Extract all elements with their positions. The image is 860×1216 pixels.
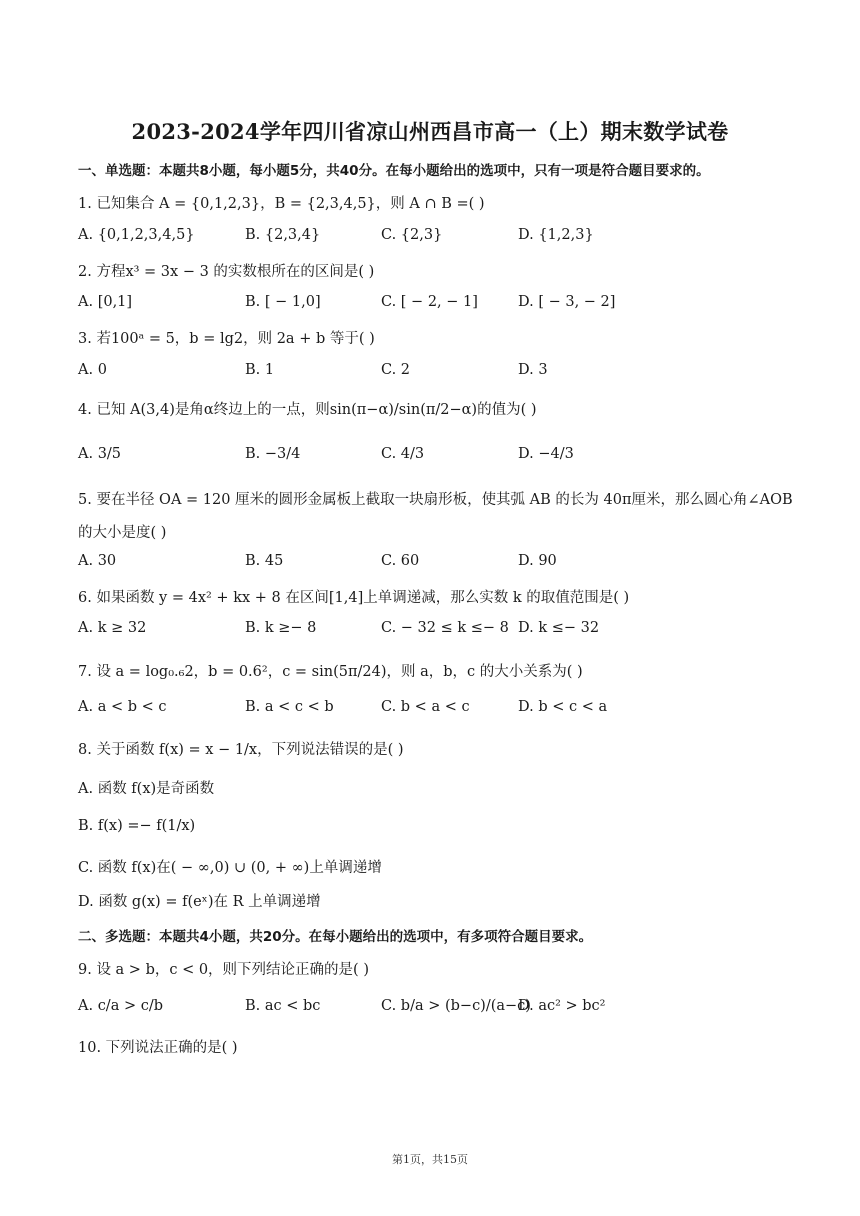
- option-b: B. −3/4: [245, 446, 301, 462]
- option-d: D. [ − 3, − 2]: [518, 294, 616, 310]
- section-multi-choice-header: 二、多选题：本题共4小题，共20分。在每小题给出的选项中，有多项符合题目要求。: [78, 929, 593, 945]
- option-a: A. c/a > c/b: [78, 998, 163, 1014]
- option-d: D. 3: [518, 362, 548, 378]
- option-c: C. [ − 2, − 1]: [381, 294, 478, 310]
- question-6-options: [78, 620, 798, 644]
- option-a: A. 30: [78, 553, 117, 569]
- question-7-options: [78, 699, 798, 723]
- option-a: A. 3/5: [78, 446, 122, 462]
- question-6-stem: 6. 如果函数 y = 4x² + kx + 8 在区间[1,4]上单调递减，那么实数 k 的取值范围是( ): [78, 590, 630, 606]
- option-a: A. {0,1,2,3,4,5}: [78, 227, 195, 243]
- option-c: C. 2: [381, 362, 411, 378]
- option-c: C. − 32 ≤ k ≤− 8: [381, 620, 509, 636]
- question-9-stem: 9. 设 a > b，c < 0，则下列结论正确的是( ): [78, 962, 369, 978]
- page-footer: 第1页，共15页: [392, 1153, 468, 1166]
- question-5-options: [78, 553, 798, 577]
- question-3-stem: 3. 若100ᵃ = 5，b = lg2，则 2a + b 等于( ): [78, 331, 375, 347]
- option-c: C. b/a > (b−c)/(a−c): [381, 998, 531, 1014]
- question-8-option-d: D. 函数 g(x) = f(eˣ)在 R 上单调递增: [78, 894, 321, 910]
- option-a: A. k ≥ 32: [78, 620, 147, 636]
- question-8-option-a: A. 函数 f(x)是奇函数: [78, 781, 215, 797]
- option-d: D. 90: [518, 553, 557, 569]
- question-7-stem: 7. 设 a = log₀.₆2，b = 0.6²，c = sin(5π/24)，则 a，b，c 的大小关系为( ): [78, 664, 583, 680]
- option-b: B. k ≥− 8: [245, 620, 317, 636]
- question-1-stem: 1. 已知集合 A = {0,1,2,3}，B = {2,3,4,5}，则 A ∩ B =( ): [78, 196, 485, 212]
- option-b: B. [ − 1,0]: [245, 294, 321, 310]
- option-a: A. 0: [78, 362, 107, 378]
- question-5-stem: 5. 要在半径 OA = 120 厘米的圆形金属板上截取一块扇形板，使其弧 AB 的长为 40π厘米，那么圆心角∠AOB 的大小是度( ): [78, 492, 793, 541]
- question-2-stem: 2. 方程x³ = 3x − 3 的实数根所在的区间是( ): [78, 264, 375, 280]
- option-d: D. −4/3: [518, 446, 574, 462]
- option-c: C. {2,3}: [381, 227, 443, 243]
- question-3-options: [78, 362, 798, 386]
- option-d: D. ac² > bc²: [518, 998, 606, 1014]
- question-1-options: [78, 227, 798, 251]
- option-b: B. 45: [245, 553, 284, 569]
- option-c: C. b < a < c: [381, 699, 470, 715]
- question-9-options: [78, 998, 798, 1022]
- question-10-stem: 10. 下列说法正确的是( ): [78, 1040, 238, 1056]
- question-4-options: [78, 446, 798, 470]
- question-8-option-c: C. 函数 f(x)在( − ∞,0) ∪ (0, + ∞)上单调递增: [78, 860, 382, 876]
- option-c: C. 60: [381, 553, 420, 569]
- option-a: A. a < b < c: [78, 699, 167, 715]
- question-8-stem: 8. 关于函数 f(x) = x − 1/x，下列说法错误的是( ): [78, 742, 404, 758]
- question-4-stem: 4. 已知 A(3,4)是角α终边上的一点，则sin(π−α)/sin(π/2−α)的值为( ): [78, 402, 537, 418]
- question-8-option-b: B. f(x) =− f(1/x): [78, 818, 196, 834]
- option-b: B. {2,3,4}: [245, 227, 321, 243]
- option-a: A. [0,1]: [78, 294, 133, 310]
- option-c: C. 4/3: [381, 446, 425, 462]
- option-d: D. k ≤− 32: [518, 620, 600, 636]
- option-d: D. b < c < a: [518, 699, 608, 715]
- option-d: D. {1,2,3}: [518, 227, 594, 243]
- section-single-choice-header: 一、单选题：本题共8小题，每小题5分，共40分。在每小题给出的选项中，只有一项是符合题目要求的。: [78, 163, 710, 179]
- question-2-options: [78, 294, 798, 318]
- option-b: B. a < c < b: [245, 699, 334, 715]
- page-title: 2023-2024学年四川省凉山州西昌市高一（上）期末数学试卷: [131, 119, 729, 144]
- option-b: B. 1: [245, 362, 275, 378]
- option-b: B. ac < bc: [245, 998, 321, 1014]
